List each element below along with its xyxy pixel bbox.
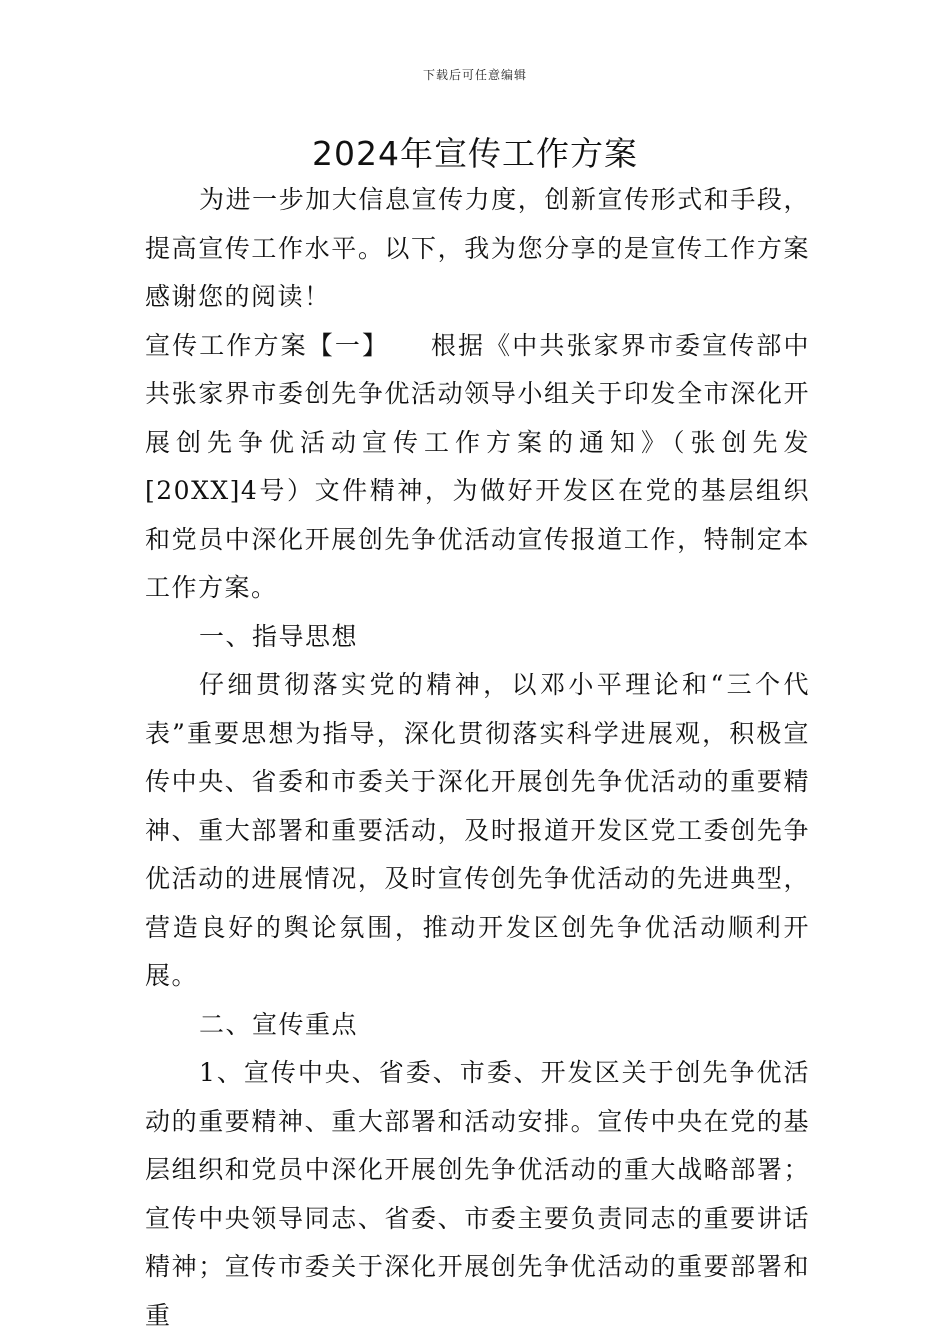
section-one-intro-paragraph: 宣传工作方案【一】 根据《中共张家界市委宣传部中共张家界市委创先争优活动领导小组关于印发全市深化开展创先争优活动宣传工作方案的通知》（张创先发[20XX]4号）文件精神，为做好开发区在党的基层组织和党员中深化开展创先争优活动宣传报道工作，特制定本工作方案。	[145, 330, 810, 602]
heading-guiding-thought: 一、指导思想	[199, 621, 359, 651]
guiding-thought-paragraph: 仔细贯彻落实党的精神，以邓小平理论和“三个代表”重要思想为指导，深化贯彻落实科学进展观，积极宣传中央、省委和市委关于深化开展创先争优活动的重要精神、重大部署和重要活动，及时报道开发区党工委创先争优活动的进展情况，及时宣传创先争优活动的先进典型，营造良好的舆论氛围，推动开发区创先争优活动顺利开展。	[145, 670, 810, 990]
heading-publicity-focus: 二、宣传重点	[199, 1009, 359, 1039]
intro-paragraph: 为进一步加大信息宣传力度，创新宣传形式和手段，提高宣传工作水平。以下，我为您分享的是宣传工作方案感谢您的阅读！	[145, 185, 810, 311]
document-title: 2024年宣传工作方案	[312, 134, 638, 173]
publicity-focus-paragraph: 1、宣传中央、省委、市委、开发区关于创先争优活动的重要精神、重大部署和活动安排。宣传中央在党的基层组织和党员中深化开展创先争优活动的重大战略部署；宣传中央领导同志、省委、市委主要负责同志的重要讲话精神；宣传市委关于深化开展创先争优活动的重要部署和重	[145, 1058, 810, 1330]
document-body	[145, 176, 810, 1340]
header-note: 下载后可任意编辑	[422, 68, 527, 82]
